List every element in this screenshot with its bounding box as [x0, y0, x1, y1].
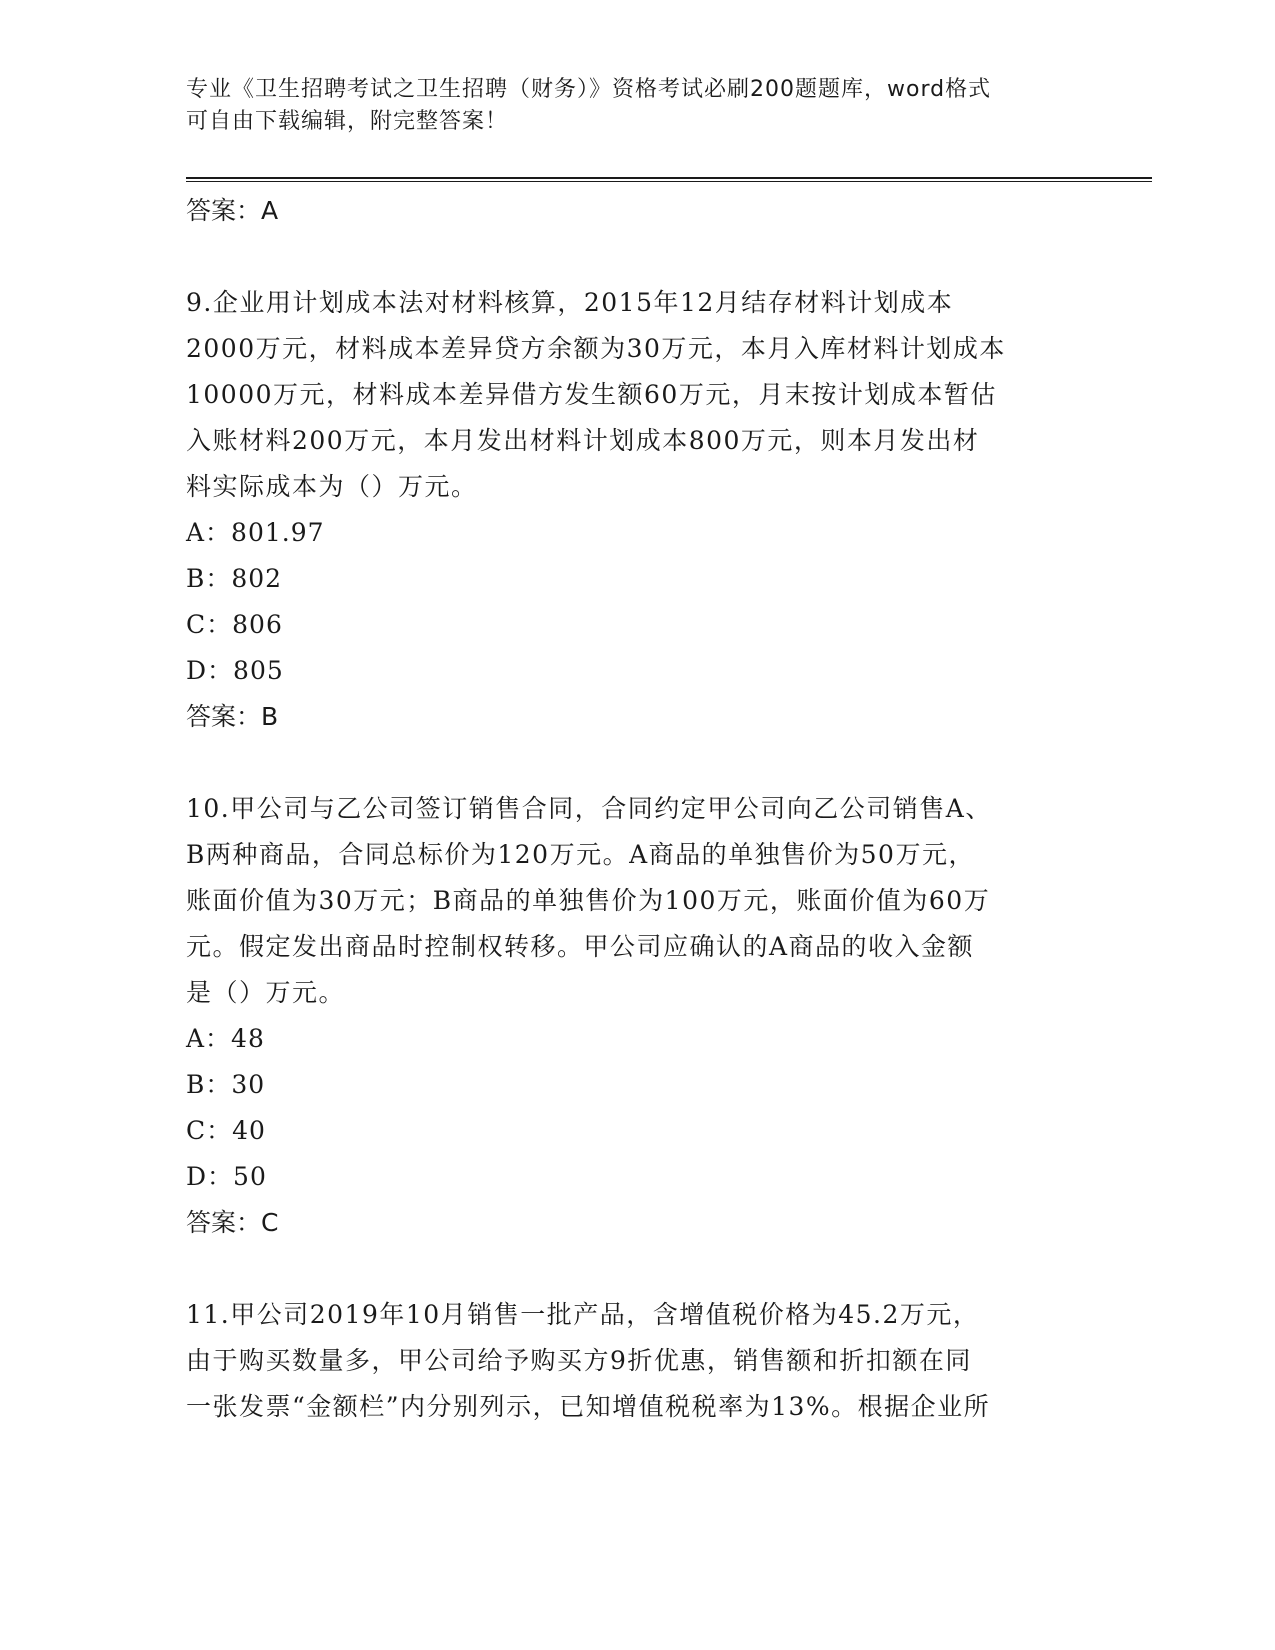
option-c: C：40: [186, 1116, 266, 1145]
page-header: [186, 74, 1066, 138]
question-block: [186, 280, 1086, 740]
question-text-line: 10.甲公司与乙公司签订销售合同，合同约定甲公司向乙公司销售A、: [186, 794, 992, 823]
option-a: A：48: [186, 1024, 265, 1053]
spacer: [186, 234, 1086, 280]
question-block: [186, 1292, 1086, 1430]
question-text-line: 由于购买数量多，甲公司给予购买方9折优惠，销售额和折扣额在同: [186, 1346, 972, 1375]
question-text-line: 账面价值为30万元；B商品的单独售价为100万元，账面价值为60万: [186, 886, 991, 915]
question-text-line: 入账材料200万元，本月发出材料计划成本800万元，则本月发出材: [186, 426, 980, 455]
question-text-line: 9.企业用计划成本法对材料核算，2015年12月结存材料计划成本: [186, 288, 954, 317]
option-d: D：50: [186, 1162, 267, 1191]
question-list: [186, 188, 1086, 1430]
question-text-line: 10000万元，材料成本差异借方发生额60万元，月末按计划成本暂估: [186, 380, 997, 409]
option-a: A：801.97: [186, 518, 325, 547]
header-line-1: 专业《卫生招聘考试之卫生招聘（财务）》资格考试必刷200题题库，word格式: [186, 77, 992, 102]
answer-line: 答案：C: [186, 1208, 279, 1237]
answer-line: 答案：B: [186, 702, 279, 731]
option-c: C：806: [186, 610, 283, 639]
header-divider-thin: [186, 181, 1152, 182]
spacer: [186, 740, 1086, 786]
question-text-line: B两种商品，合同总标价为120万元。A商品的单独售价为50万元，: [186, 840, 975, 869]
answer-line: 答案：A: [186, 196, 279, 225]
header-line-2: 可自由下载编辑，附完整答案！: [186, 109, 509, 134]
question-text-line: 一张发票“金额栏”内分别列示，已知增值税税率为13%。根据企业所: [186, 1392, 991, 1421]
question-text-line: 是（）万元。: [186, 978, 346, 1007]
question-text-line: 元。假定发出商品时控制权转移。甲公司应确认的A商品的收入金额: [186, 932, 975, 961]
spacer: [186, 1246, 1086, 1292]
question-block: [186, 786, 1086, 1246]
question-text-line: 2000万元，材料成本差异贷方余额为30万元，本月入库材料计划成本: [186, 334, 1006, 363]
option-d: D：805: [186, 656, 284, 685]
option-b: B：802: [186, 564, 283, 593]
option-b: B：30: [186, 1070, 266, 1099]
question-text-line: 料实际成本为（）万元。: [186, 472, 478, 501]
question-text-line: 11.甲公司2019年10月销售一批产品，含增值税价格为45.2万元，: [186, 1300, 980, 1329]
header-divider: [186, 177, 1152, 179]
